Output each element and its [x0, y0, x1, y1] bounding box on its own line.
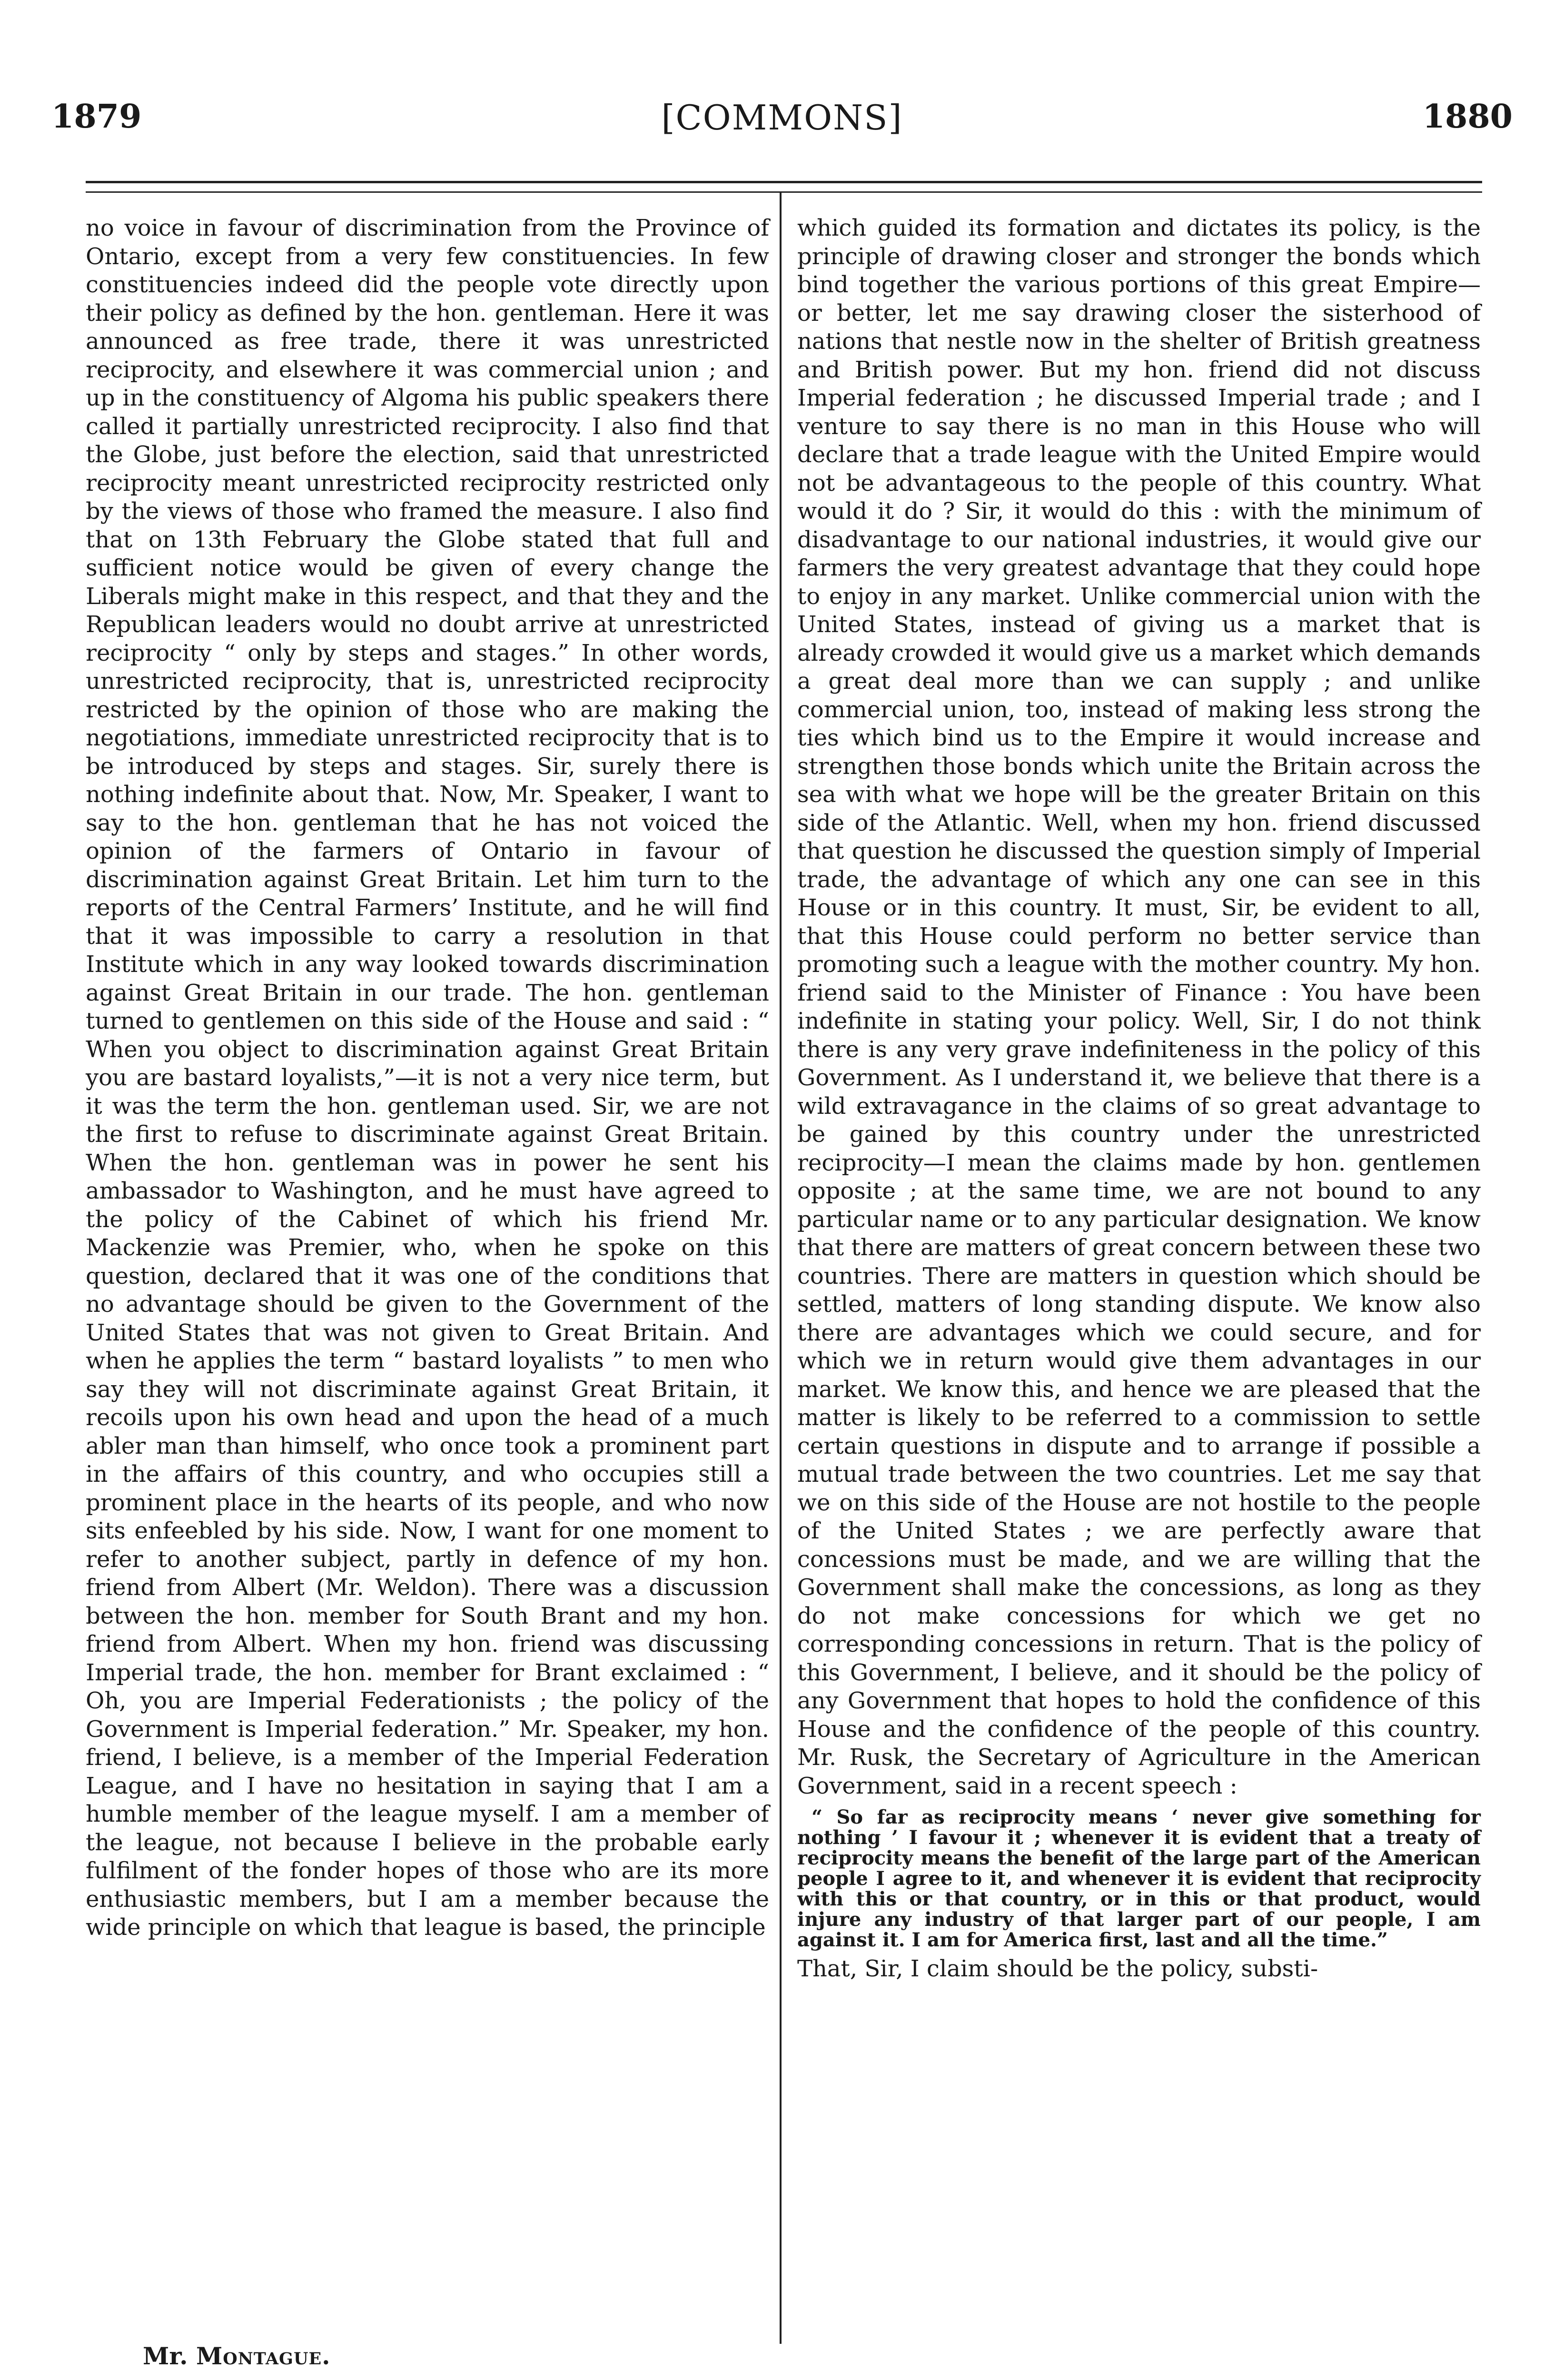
- page-header: [0, 0, 1564, 190]
- right-column: [797, 214, 1481, 1983]
- right-column-text: which guided its formation and dictates its policy, is the principle of drawing closer and stronger the bonds which bind together the various portions of this great Empire—or better, let me say drawing closer the sisterhood of nations that nestle now in the shelter of British greatness and British power. But my hon. friend did not discuss Imperial federation ; he discussed Imperial trade ; and I venture to say there is no man in this House who will declare that a trade league with the United Empire would not be advantageous to the people of this country. What would it do ? Sir, it would do this : with the minimum of disadvantage to our national industries, it would give our farmers the very greatest advantage that they could hope to enjoy in any market. Unlike commercial union with the United States, instead of giving us a market that is already crowded it would give us a market which demands a great deal more than we can supply ; and unlike commercial union, too, instead of making less strong the ties which bind us to the Empire it would increase and strengthen those bonds which unite the Britain across the sea with what we hope will be the greater Britain on this side of the Atlantic. Well, when my hon. friend discussed that question he discussed the question simply of Imperial trade, the advantage of which any one can see in this House or in this country. It must, Sir, be evident to all, that this House could perform no better service than promoting such a league with the mother country. My hon. friend said to the Minister of Finance : You have been indefinite in stating your policy. Well, Sir, I do not think there is any very grave indefiniteness in the policy of this Government. As I understand it, we believe that there is a wild extravagance in the claims of so great advantage to be gained by this country under the unrestricted reciprocity—I mean the claims made by hon. gentlemen opposite ; at the same time, we are not bound to any particular name or to any particular designation. We know that there are matters of great concern between these two countries. There are matters in question which should be settled, matters of long standing dispute. We know also there are advantages which we could secure, and for which we in return would give them advantages in our market. We know this, and hence we are pleased that the matter is likely to be referred to a commission to settle certain questions in dispute and to arrange if possible a mutual trade between the two countries. Let me say that we on this side of the House are not hostile to the people of the United States ; we are perfectly aware that concessions must be made, and we are willing that the Government shall make the concessions, as long as they do not make concessions for which we get no corresponding concessions in return. That is the policy of this Government, I believe, and it should be the policy of any Government that hopes to hold the confidence of this House and the confidence of the people of this country. Mr. Rusk, the Secretary of Agriculture in the American Government, said in a recent speech :: [797, 215, 1481, 1799]
- left-column-number: 1879: [51, 98, 142, 136]
- speaker-signature: [143, 2342, 331, 2370]
- speaker-name: Montague.: [196, 2342, 331, 2370]
- header-rule: [86, 181, 1482, 183]
- left-column-text: no voice in favour of discrimination from the Province of Ontario, except from a very few constituencies. In few constituencies indeed did the people vote directly upon their policy as defined by the hon. gentleman. Here it was announced as free trade, there it was unrestricted reciprocity, and elsewhere it was commercial union ; and up in the constituency of Algoma his public speakers there called it partially unrestricted reciprocity. I also find that the Globe, just before the election, said that unrestricted reciprocity meant unrestricted reciprocity restricted only by the views of those who framed the measure. I also find that on 13th February the Globe stated that full and sufficient notice would be given of every change the Liberals might make in this respect, and that they and the Republican leaders would no doubt arrive at unrestricted reciprocity “ only by steps and stages.” In other words, unrestricted reciprocity, that is, unrestricted reciprocity restricted by the opinion of those who are making the negotiations, immediate unrestricted reciprocity that is to be introduced by steps and stages. Sir, surely there is nothing indefinite about that. Now, Mr. Speaker, I want to say to the hon. gentleman that he has not voiced the opinion of the farmers of Ontario in favour of discrimination against Great Britain. Let him turn to the reports of the Central Farmers’ Institute, and he will find that it was impossible to carry a resolution in that Institute which in any way looked towards discrimination against Great Britain in our trade. The hon. gentleman turned to gentlemen on this side of the House and said : “ When you object to discrimination against Great Britain you are bastard loyalists,”—it is not a very nice term, but it was the term the hon. gentleman used. Sir, we are not the first to refuse to discriminate against Great Britain. When the hon. gentleman was in power he sent his ambassador to Washington, and he must have agreed to the policy of the Cabinet of which his friend Mr. Mackenzie was Premier, who, when he spoke on this question, declared that it was one of the conditions that no advantage should be given to the Government of the United States that was not given to Great Britain. And when he applies the term “ bastard loyalists ” to men who say they will not discriminate against Great Britain, it recoils upon his own head and upon the head of a much abler man than himself, who once took a prominent part in the affairs of this country, and who occupies still a prominent place in the hearts of its people, and who now sits enfeebled by his side. Now, I want for one moment to refer to another subject, partly in defence of my hon. friend from Albert (Mr. Weldon). There was a discussion between the hon. member for South Brant and my hon. friend from Albert. When my hon. friend was discussing Imperial trade, the hon. member for Brant exclaimed : “ Oh, you are Imperial Federationists ; the policy of the Government is Imperial federation.” Mr. Speaker, my hon. friend, I believe, is a member of the Imperial Federation League, and I have no hesitation in saying that I am a humble member of the league myself. I am a member of the league, not because I believe in the probable early fulfilment of the fonder hopes of those who are its more enthusiastic members, but I am a member because the wide principle on which that league is based, the principle: [86, 215, 769, 1941]
- section-title: [COMMONS]: [661, 98, 903, 138]
- speaker-prefix: Mr.: [143, 2342, 188, 2370]
- header-rule-thin: [86, 191, 1482, 193]
- closing-line: That, Sir, I claim should be the policy, substi-: [797, 1955, 1318, 1982]
- left-column: [86, 214, 769, 1942]
- block-quote: “ So far as reciprocity means ‘ never give something for nothing ’ I favour it ; whenever it is evident that a treaty of reciprocity means the benefit of the large part of the American people I agree to it, and whenever it is evident that reciprocity with this or that country, or in this or that product, would injure any industry of that larger part of our people, I am against it. I am for America first, last and all the time.”: [797, 1806, 1481, 1951]
- column-divider: [780, 192, 782, 2344]
- right-column-number: 1880: [1422, 98, 1513, 136]
